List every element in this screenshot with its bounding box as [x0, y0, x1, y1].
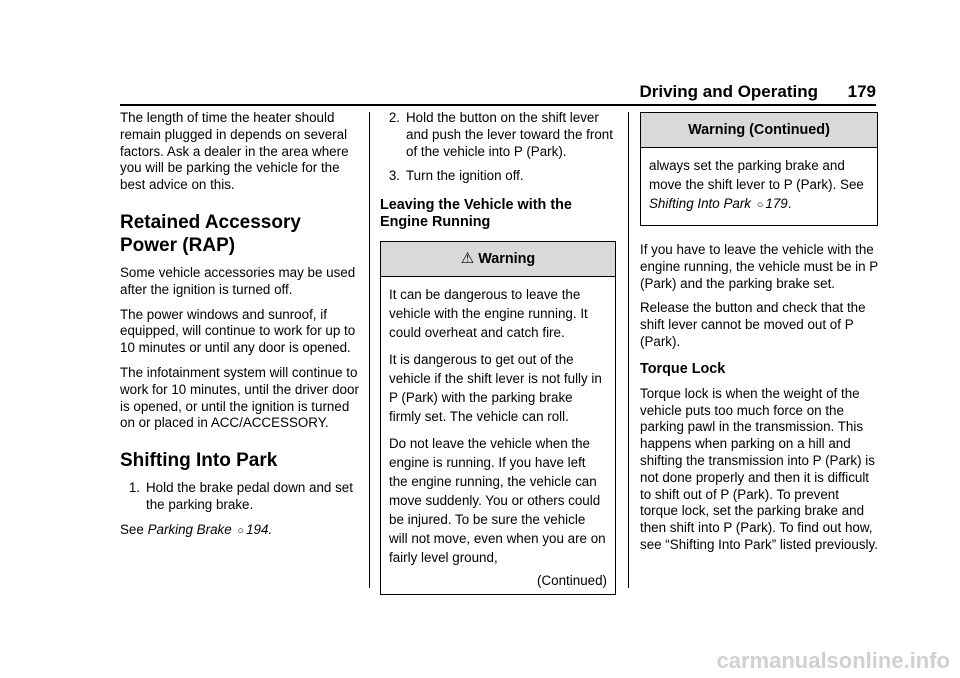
rap-heading-line1: Retained Accessory	[120, 211, 301, 233]
step-2	[380, 110, 616, 160]
step-3	[380, 168, 616, 185]
warning-continued-text	[649, 156, 869, 215]
warning-body	[381, 277, 615, 594]
leaving-heading-line1: Leaving the Vehicle with the	[380, 197, 572, 214]
step-1-text: Hold the brake pedal down and set the parking brake.	[146, 480, 353, 512]
warning-box	[380, 241, 616, 595]
shifting-into-park-heading: Shifting Into Park	[120, 450, 278, 472]
parking-brake-page[interactable]: 194	[246, 521, 269, 537]
header-rule	[120, 104, 876, 106]
leaving-vehicle-heading	[380, 197, 616, 231]
warning-continued-header: Warning (Continued)	[641, 113, 877, 148]
column-1	[120, 110, 360, 548]
step-2-text: Hold the button on the shift lever and push the lever toward the front of the vehicle into P (Park).	[406, 110, 613, 159]
page-reference-icon: ○	[237, 524, 245, 537]
warning-label: Warning	[478, 251, 536, 268]
see-parking-brake	[120, 522, 360, 540]
step-3-text: Turn the ignition off.	[406, 168, 524, 184]
watermark: carmanualsonline.info	[716, 648, 950, 673]
rap-heading-line2: Power (RAP)	[120, 234, 236, 256]
warning-continued-body	[641, 148, 877, 225]
shifting-into-park-link[interactable]: Shifting Into Park	[649, 196, 751, 211]
warning-paragraph-1: It can be dangerous to leave the vehicle with the engine running. It could overheat and catch fire.	[389, 287, 588, 341]
warning-triangle-icon: ⚠	[460, 250, 475, 268]
see-prefix: See	[120, 521, 144, 537]
rap-paragraph-3: The infotainment system will continue to work for 10 minutes, until the driver door is opened, or until the ignition is turned on or placed in ACC/ACCESSORY.	[120, 364, 359, 431]
rap-paragraph-1: Some vehicle accessories may be used after the ignition is turned off.	[120, 264, 356, 297]
warning-header	[381, 242, 615, 277]
warning-paragraph-2: It is dangerous to get out of the vehicle if the shift lever is not fully in P (Park) with the parking brake firmly set. The vehicle can roll.	[389, 352, 602, 425]
step-2-number: 2.	[388, 110, 400, 125]
parking-brake-link[interactable]: Parking Brake	[147, 521, 232, 537]
column-3	[640, 110, 878, 562]
see-end: .	[268, 521, 273, 537]
column-2	[380, 110, 616, 603]
column-divider-1	[369, 112, 370, 588]
step-3-number: 3.	[388, 168, 400, 184]
torque-lock-heading: Torque Lock	[640, 360, 726, 377]
rap-heading	[120, 211, 360, 257]
leave-running-paragraph: If you have to leave the vehicle with the engine running, the vehicle must be in P (Park) and the parking brake set.	[640, 242, 878, 291]
warning-continued-end: .	[787, 196, 792, 211]
warning-continued-box	[640, 112, 878, 226]
step-1	[120, 480, 360, 514]
leaving-heading-line2: Engine Running	[380, 214, 491, 231]
shifting-into-park-page[interactable]: 179	[765, 196, 788, 211]
page-number: 179	[847, 82, 876, 101]
warning-continued-see: See	[840, 177, 864, 192]
release-button-paragraph: Release the button and check that the shift lever cannot be moved out of P (Park).	[640, 300, 866, 349]
rap-paragraph-2: The power windows and sunroof, if equipped, will continue to work for up to 10 minutes or until any door is opened.	[120, 306, 356, 356]
column-divider-2	[628, 112, 629, 588]
step-1-number: 1.	[128, 480, 140, 496]
page-reference-icon: ○	[756, 199, 764, 211]
torque-lock-paragraph: Torque lock is when the weight of the vehicle puts too much force on the parking pawl in the transmission. This happens when parking on a hill and shifting the transmission into P (Park) is not done properly and then it is difficult to shift out of P (Park). To prevent torque lock, set the parking brake and then shift into P (Park). To find out how, see “Shifting Into Park” listed previously.	[640, 385, 878, 552]
section-title: Driving and Operating	[639, 82, 818, 101]
warning-paragraph-3: Do not leave the vehicle when the engine is running. If you have left the engine running, the vehicle can move suddenly. You or others could be injured. To be sure the vehicle will not move, even when you are on fairly level ground,	[389, 436, 606, 566]
heater-intro-paragraph: The length of time the heater should remain plugged in depends on several factors. Ask a dealer in the area where you will be parking the vehicle for the best advice on this.	[120, 110, 349, 193]
warning-continued-sentence: always set the parking brake and move the shift lever to P (Park).	[649, 158, 845, 192]
continued-label: (Continued)	[537, 573, 607, 589]
page-header	[120, 82, 876, 106]
